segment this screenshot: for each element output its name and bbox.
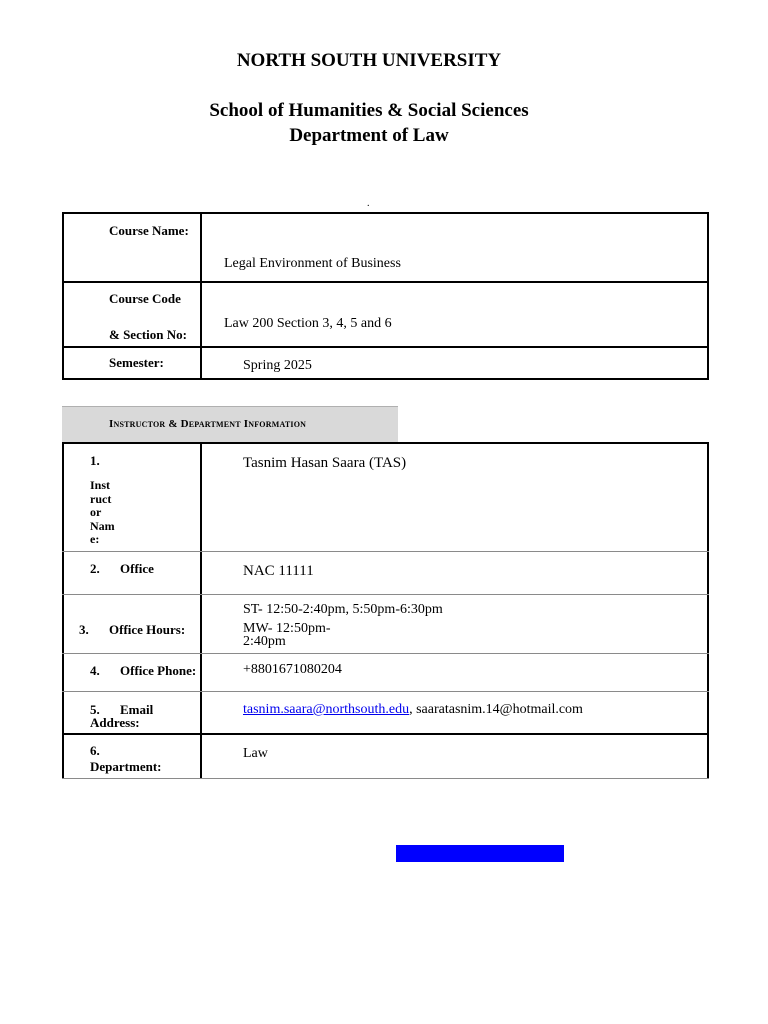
secondary-email: , saaratasnim.14@hotmail.com — [409, 702, 583, 717]
row-number-3: 3. — [79, 622, 89, 637]
instructor-table-rule — [62, 594, 709, 595]
school-title: School of Humanities & Social Sciences — [209, 100, 529, 121]
row-number-1: 1. — [90, 453, 100, 468]
instructor-table-left-border — [62, 442, 64, 779]
instructor-name-label: Inst ruct or Nam e: — [90, 478, 115, 546]
office-hours-line-3: 2:40pm — [243, 634, 286, 649]
course-table-rule — [62, 281, 709, 283]
row-number-6: 6. — [90, 743, 100, 758]
row-number-4: 4. — [90, 663, 100, 678]
email-value — [243, 702, 583, 718]
semester-label: Semester: — [109, 355, 164, 370]
course-name-label: Course Name: — [109, 223, 189, 238]
course-table-divider — [200, 212, 202, 380]
course-code-value: Law 200 Section 3, 4, 5 and 6 — [224, 316, 392, 331]
course-name-value: Legal Environment of Business — [224, 256, 401, 271]
instructor-table-rule — [62, 733, 709, 735]
office-phone-value: +8801671080204 — [243, 662, 342, 677]
office-phone-label: Office Phone: — [120, 663, 197, 678]
section-no-label: & Section No: — [109, 327, 187, 342]
primary-email-link[interactable]: tasnim.saara@northsouth.edu — [243, 702, 410, 717]
instructor-table-divider — [200, 442, 202, 779]
row-number-2: 2. — [90, 561, 100, 576]
department-label: Department: — [90, 759, 162, 774]
instructor-table-rule — [62, 691, 709, 692]
email-label: Email — [120, 702, 154, 717]
office-hours-label: Office Hours: — [109, 622, 186, 637]
university-title: NORTH SOUTH UNIVERSITY — [236, 50, 502, 71]
redaction-bar — [396, 845, 564, 862]
instructor-table-right-border — [707, 442, 709, 779]
instructor-table-rule — [62, 653, 709, 654]
department-value: Law — [243, 746, 268, 761]
instructor-table-top-rule — [62, 442, 709, 444]
office-value: NAC 11111 — [243, 563, 314, 579]
office-hours-line-1: ST- 12:50-2:40pm, 5:50pm-6:30pm — [243, 602, 443, 617]
instructor-section-header — [62, 406, 398, 442]
row-number-5: 5. — [90, 702, 100, 717]
course-table-rule — [62, 346, 709, 348]
instructor-section-title: Instructor & Department Information — [109, 418, 307, 430]
instructor-table-bottom-rule — [62, 778, 709, 779]
stray-dot: . — [367, 198, 370, 209]
instructor-table-rule — [62, 551, 709, 552]
department-title: Department of Law — [289, 125, 449, 146]
office-label: Office — [120, 561, 154, 576]
course-code-label: Course Code — [109, 291, 181, 306]
address-label: Address: — [90, 715, 140, 730]
instructor-name-value: Tasnim Hasan Saara (TAS) — [243, 455, 407, 471]
semester-value: Spring 2025 — [243, 358, 312, 373]
office-hours-line-2: MW- 12:50pm- — [243, 621, 331, 636]
